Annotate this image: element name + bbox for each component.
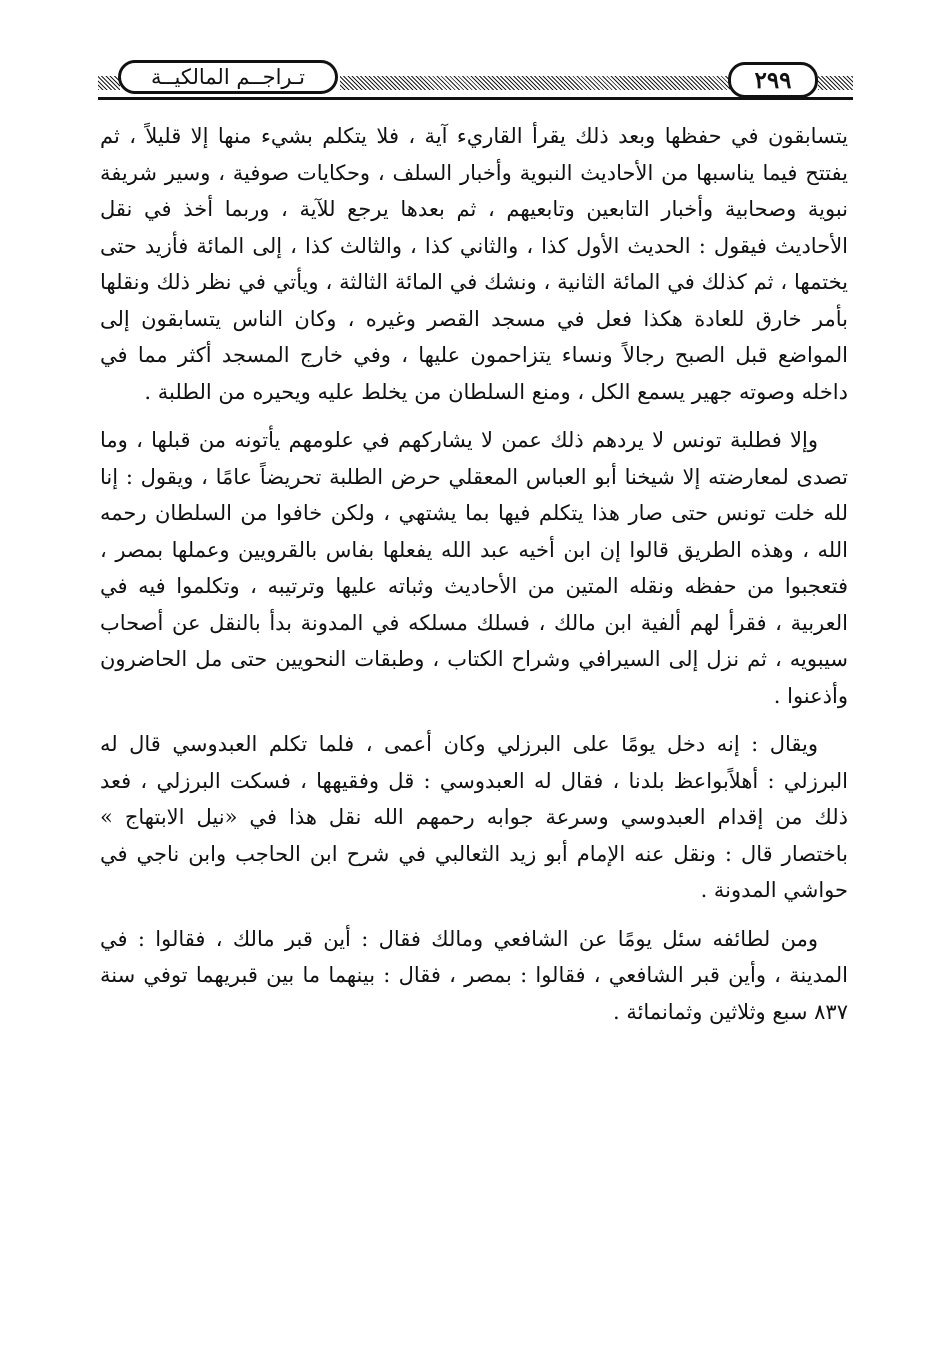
page-body [100,118,848,1042]
header-hatch-right [818,76,853,90]
header-hatch-left [98,76,120,90]
paragraph-4: ومن لطائفه سئل يومًا عن الشافعي ومالك فقال : أين قبر مالك ، فقالوا : في المدينة ، وأين قبر الشافعي ، فقالوا : بمصر ، فقال : بينهما ما بين قبريهما توفي سنة ٨٣٧ سبع وثلاثين وثمانمائة . [100,926,848,1024]
paragraph-2: وإلا فطلبة تونس لا يردهم ذلك عمن لا يشاركهم في علومهم يأتونه من قبلها ، وما تصدى لمعارضته إلا شيخنا أبو العباس المعقلي حرض الطلبة تحريضاً عامًا ، ويقول : إنا لله خلت تونس حتى صار هذا يتكلم فيها بما يشتهي ، ولكن خافوا من السلطان رحمه الله ، وهذه الطريق قالوا إن ابن أخيه عبد الله يفعلها بفاس بالقرويين وعملها بمصر ، فتعجبوا من حفظه ونقله المتين من الأحاديث وثباته عليها وترتيبه ، وتكلموا فيه في العربية ، فقرأ لهم ألفية ابن مالك ، فسلك مسلكه في المدونة بدأ بالنقل عن أصحاب سيبويه ، ثم نزل إلى السيرافي وشراح الكتاب ، وطبقات النحويين حتى مل الحاضرون وأذعنوا . [100,428,848,708]
page-header [98,58,853,108]
running-title: تـراجــم المالكيــة [118,60,338,94]
paragraph-3: ويقال : إنه دخل يومًا على البرزلي وكان أعمى ، فلما تكلم العبدوسي قال له البرزلي : أهلاًبواعظ بلدنا ، فقال له العبدوسي : قل وفقيهها ، فسكت البرزلي ، فعد ذلك من إقدام العبدوسي وسرعة جوابه رحمهم الله نقل هذا في «نيل الابتهاج » باختصار قال : ونقل عنه الإمام أبو زيد الثعالبي في شرح ابن الحاجب وابن ناجي في حواشي المدونة . [100,732,848,902]
header-hatch-middle [340,76,730,90]
paragraph-1: يتسابقون في حفظها وبعد ذلك يقرأ القاريء آية ، فلا يتكلم بشيء منها إلا قليلاً ، ثم يفتتح فيما يناسبها من الأحاديث النبوية وأخبار السلف ، وحكايات صوفية ، وسير شريفة نبوية وصحابية وأخبار التابعين وتابعيهم ، ثم بعدها يرجع للآية ، وربما أخذ في نقل الأحاديث فيقول : الحديث الأول كذا ، والثاني كذا ، والثالث كذا ، إلى المائة فأزيد حتى يختمها ، ثم كذلك في المائة الثانية ، ونشك في المائة الثالثة ، ويأتي في نظر ذلك ونقلها بأمر خارق للعادة هكذا فعل في مسجد القصر وغيره ، وكان الناس يتسابقون إلى المواضع قبل الصبح رجالاً ونساء يتزاحمون عليها ، وفي خارج المسجد أكثر مما في داخله وصوته جهير يسمع الكل ، ومنع السلطان من يخلط عليه ويحيره من الطلبة . [100,124,848,404]
page-number: ٢٩٩ [728,62,818,98]
